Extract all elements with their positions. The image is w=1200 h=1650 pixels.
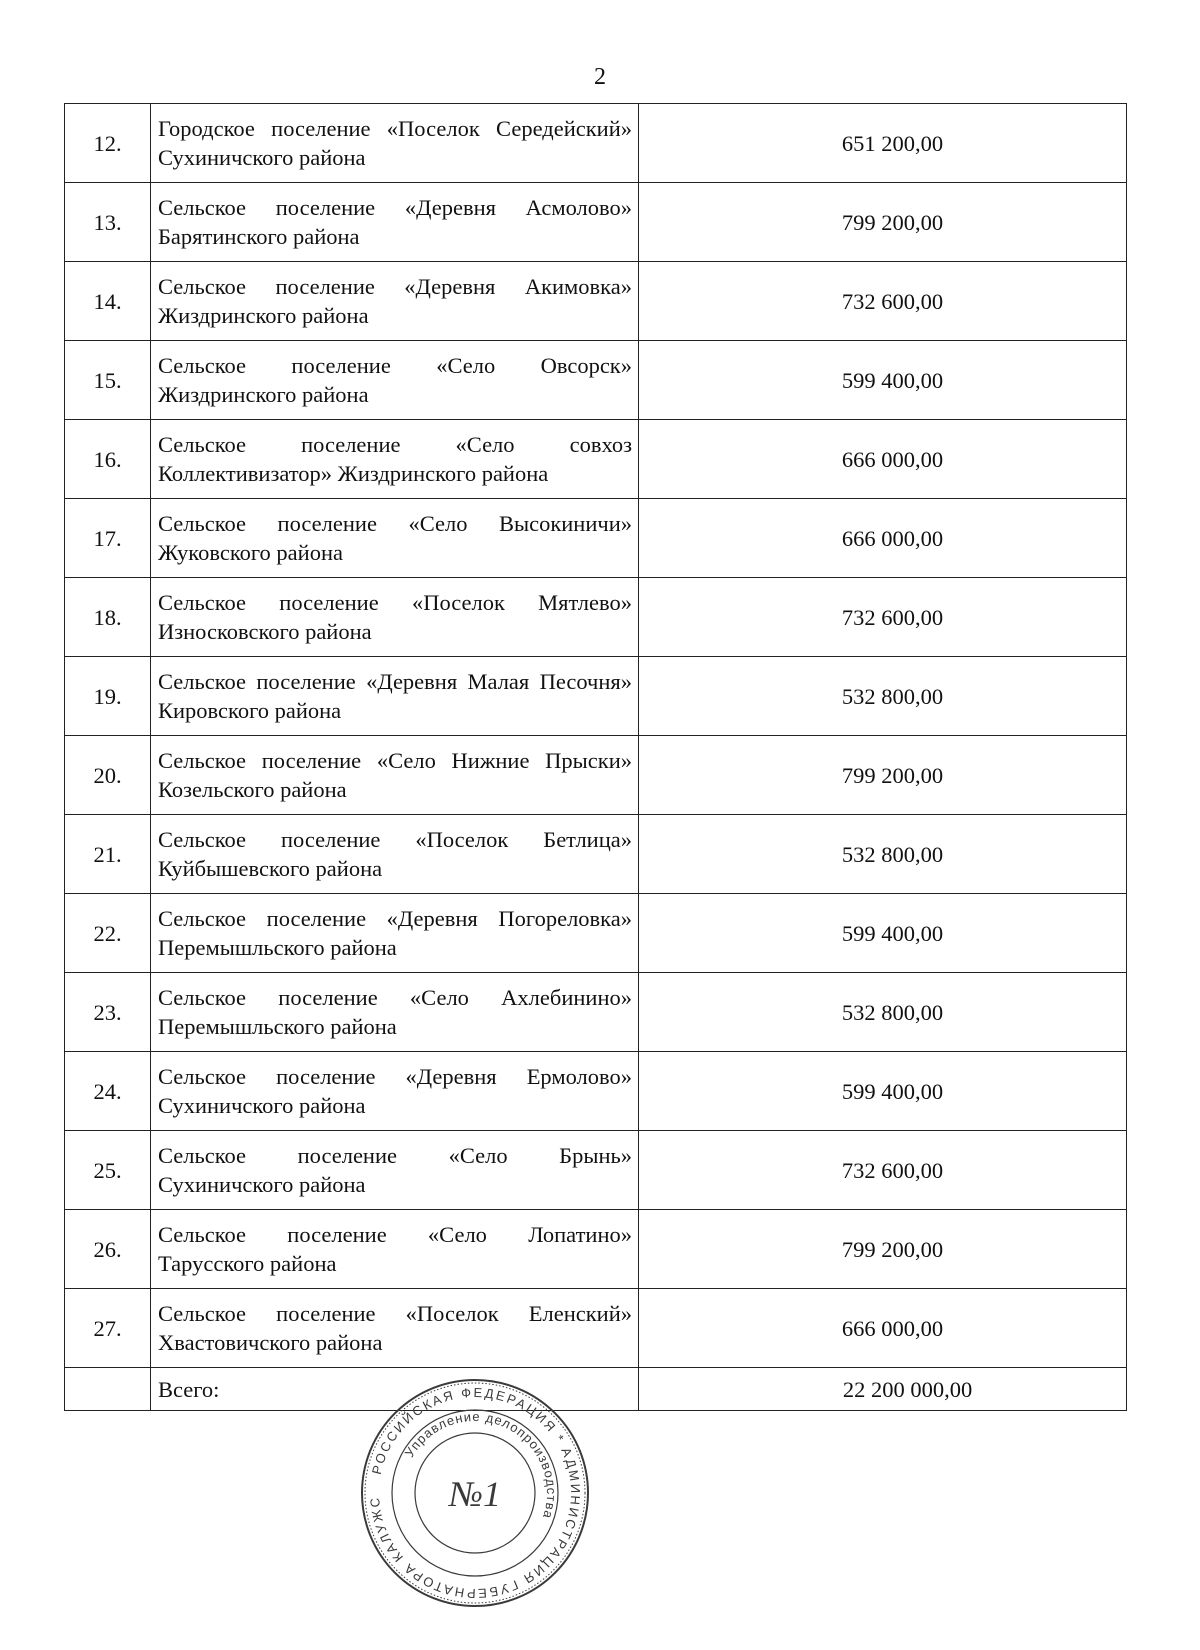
allocation-table [64,103,1127,1411]
table-row [65,1289,1127,1368]
amount: 599 400,00 [639,341,1127,420]
table-row [65,183,1127,262]
table-row [65,894,1127,973]
table-row [65,1210,1127,1289]
row-number: 24. [65,1052,151,1131]
settlement-name: Сельское поселение «Село Ахлебинино» Перемышльского района [151,973,639,1052]
amount: 599 400,00 [639,894,1127,973]
total-number-cell [65,1368,151,1411]
row-number: 15. [65,341,151,420]
amount: 799 200,00 [639,1210,1127,1289]
amount: 651 200,00 [639,104,1127,183]
settlement-name: Сельское поселение «Село Высокиничи» Жуковского района [151,499,639,578]
table-row [65,1052,1127,1131]
official-seal [358,1376,592,1610]
row-number: 23. [65,973,151,1052]
amount: 732 600,00 [639,578,1127,657]
amount: 532 800,00 [639,657,1127,736]
row-number: 17. [65,499,151,578]
row-number: 12. [65,104,151,183]
amount: 732 600,00 [639,262,1127,341]
settlement-name: Сельское поселение «Село Лопатино» Тарусского района [151,1210,639,1289]
svg-text:№1: №1 [449,1474,501,1514]
table-row [65,736,1127,815]
amount: 532 800,00 [639,815,1127,894]
table-row [65,104,1127,183]
amount: 732 600,00 [639,1131,1127,1210]
row-number: 21. [65,815,151,894]
amount: 666 000,00 [639,1289,1127,1368]
table-row [65,341,1127,420]
table-row [65,657,1127,736]
settlement-name: Городское поселение «Поселок Середейский» Сухиничского района [151,104,639,183]
row-number: 25. [65,1131,151,1210]
total-label: Всего: [151,1368,639,1411]
page-number: 2 [594,64,606,90]
row-number: 20. [65,736,151,815]
table-row [65,499,1127,578]
settlement-name: Сельское поселение «Деревня Малая Песочня» Кировского района [151,657,639,736]
settlement-name: Сельское поселение «Село Брынь» Сухиничского района [151,1131,639,1210]
total-row [65,1368,1127,1411]
amount: 666 000,00 [639,420,1127,499]
settlement-name: Сельское поселение «Деревня Погореловка» Перемышльского района [151,894,639,973]
settlement-name: Сельское поселение «Деревня Акимовка» Жиздринского района [151,262,639,341]
settlement-name: Сельское поселение «Деревня Асмолово» Барятинского района [151,183,639,262]
seal-stamp-icon [358,1376,592,1610]
settlement-name: Сельское поселение «Поселок Еленский» Хвастовичского района [151,1289,639,1368]
row-number: 27. [65,1289,151,1368]
table-row [65,815,1127,894]
amount: 599 400,00 [639,1052,1127,1131]
settlement-name: Сельское поселение «Село Овсорск» Жиздринского района [151,341,639,420]
settlement-name: Сельское поселение «Село Нижние Прыски» Козельского района [151,736,639,815]
settlement-name: Сельское поселение «Поселок Бетлица» Куйбышевского района [151,815,639,894]
table-row [65,420,1127,499]
table-row [65,578,1127,657]
total-amount: 22 200 000,00 [639,1368,1127,1411]
row-number: 14. [65,262,151,341]
svg-text:Управление делопроизводства: Управление делопроизводства [401,1408,560,1522]
row-number: 18. [65,578,151,657]
row-number: 16. [65,420,151,499]
row-number: 26. [65,1210,151,1289]
svg-text:РОССИЙСКАЯ ФЕДЕРАЦИЯ * АДМИНИС: РОССИЙСКАЯ ФЕДЕРАЦИЯ * АДМИНИСТРАЦИЯ ГУБЕРНАТОРА КАЛУЖС [366,1384,584,1602]
table-row [65,262,1127,341]
table-row [65,973,1127,1052]
table-row [65,1131,1127,1210]
amount: 532 800,00 [639,973,1127,1052]
amount: 799 200,00 [639,183,1127,262]
settlement-name: Сельское поселение «Деревня Ермолово» Сухиничского района [151,1052,639,1131]
amount: 799 200,00 [639,736,1127,815]
row-number: 22. [65,894,151,973]
row-number: 13. [65,183,151,262]
amount: 666 000,00 [639,499,1127,578]
settlement-name: Сельское поселение «Поселок Мятлево» Износковского района [151,578,639,657]
settlement-name: Сельское поселение «Село совхоз Коллективизатор» Жиздринского района [151,420,639,499]
row-number: 19. [65,657,151,736]
